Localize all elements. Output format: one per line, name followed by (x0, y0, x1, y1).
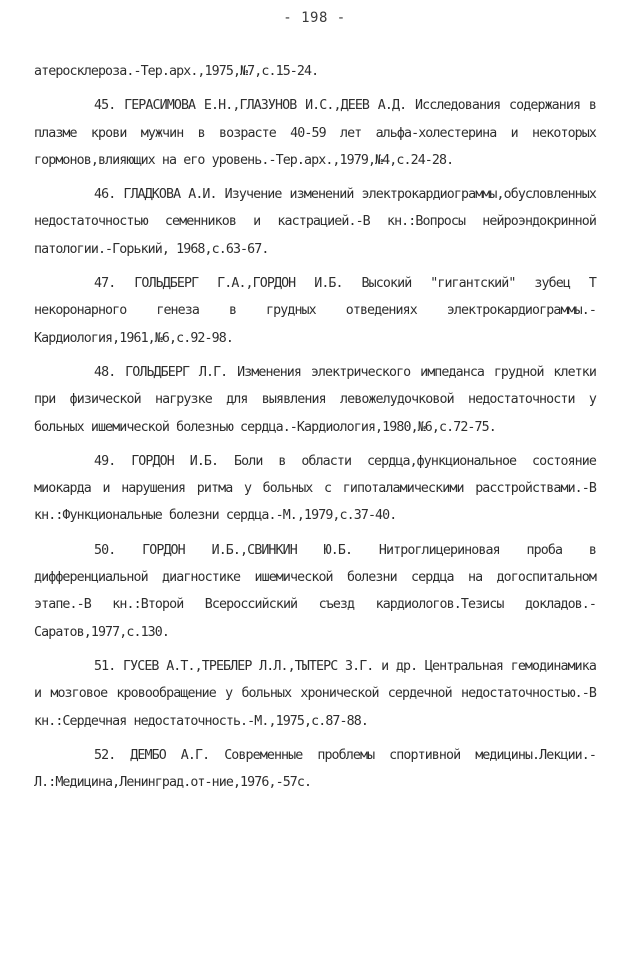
reference-50: 50. ГОРДОН И.Б.,СВИНКИН Ю.Б. Нитроглицериновая проба в дифференциальной диагностике ишемической болезни сердца на догоспитальном этапе.-В кн.:Второй Всероссийский съезд кардиологов.Тезисы докладов.-Саратов,1977,с.130. (34, 542, 596, 640)
reference-51: 51. ГУСЕВ А.Т.,ТРЕБЛЕР Л.Л.,ТЫТЕРС З.Г. и др. Центральная гемодинамика и мозговое кровообращение у больных хронической сердечной недостаточностью.-В кн.:Сердечная недостаточность.-М.,1975,с.87-88. (34, 658, 596, 729)
reference-46: 46. ГЛАДКОВА А.И. Изучение изменений электрокардиограммы,обусловленных недостаточностью семенников и кастрацией.-В кн.:Вопросы нейроэндокринной патологии.-Горький, 1968,с.63-67. (34, 187, 596, 257)
reference-52: 52. ДЕМБО А.Г. Современные проблемы спортивной медицины.Лекции.-Л.:Медицина,Ленинград.от-ние,1976,-57с. (34, 747, 596, 791)
reference-45: 45. ГЕРАСИМОВА Е.Н.,ГЛАЗУНОВ И.С.,ДЕЕВ А.Д. Исследования содержания в плазме крови мужчин в возрасте 40-59 лет альфа-холестерина и некоторых гормонов,влияющих на его уровень.-Тер.арх.,1979,№4,с.24-28. (34, 98, 596, 168)
reference-49: 49. ГОРДОН И.Б. Боли в области сердца,функциональное состояние миокарда и нарушения ритма у больных с гипоталамическими расстройствами.-В кн.:Функциональные болезни сердца.-М.,1979,с.37-40. (34, 453, 596, 524)
reference-47: 47. ГОЛЬДБЕРГ Г.А.,ГОРДОН И.Б. Высокий "гигантский" зубец Т некоронарного генеза в грудных отведениях электрокардиограммы.-Кардиология,1961,№6,с.92-98. (34, 276, 596, 346)
reference-48: 48. ГОЛЬДБЕРГ Л.Г. Изменения электрического импеданса грудной клетки при физической нагрузке для выявления левожелудочковой недостаточности у больных ишемической болезнью сердца.-Кардиология,1980,№6,с.72-75. (34, 364, 596, 435)
bibliography-list (34, 58, 596, 796)
page-number: - 198 - (283, 10, 346, 26)
reference-continuation: атеросклероза.-Тер.арх.,1975,№7,с.15-24. (34, 64, 319, 79)
